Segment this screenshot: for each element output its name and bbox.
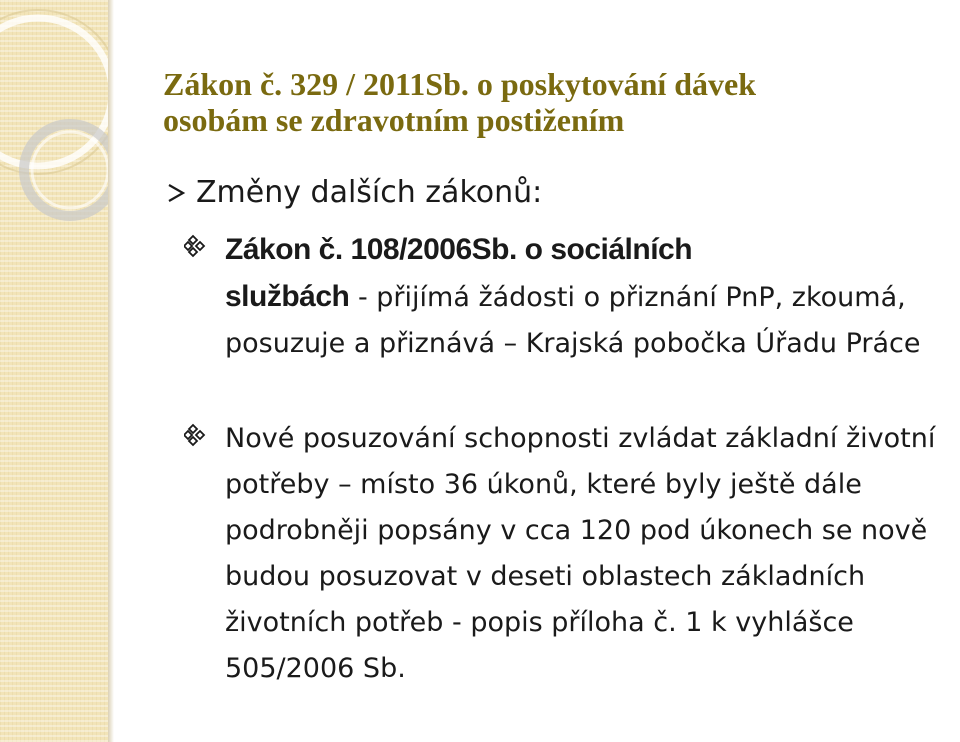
diamond-bullet-icon [184, 422, 218, 448]
sub-bullet-item [184, 227, 954, 367]
sub-bullet-item [184, 416, 954, 692]
title-line-1: Zákon č. 329 / 2011Sb. o poskytování dávek [163, 66, 757, 102]
law-reference-cont: službách [225, 280, 350, 313]
slide-title [163, 66, 943, 138]
sidebar-shadow [108, 0, 114, 742]
diamond-bullet-icon [184, 233, 218, 259]
arrow-bullet-icon [166, 183, 186, 203]
level1-bullet-item [166, 175, 542, 210]
sub-bullet-text: Nové posuzování schopnosti zvládat základní životní potřeby – místo 36 úkonů, které byly ještě dále podrobněji popsány v cca 120 pod úkonech se nově budou posuzovat v deseti oblastech základních životních potřeb - popis příloha č. 1 k vyhlášce 505/2006 Sb. [225, 423, 936, 684]
sub-bullet-text [225, 227, 954, 367]
ring-decoration-icon [0, 0, 108, 260]
sub-bullet-body: - přijímá žádosti o přiznání PnP, zkoumá, posuzuje a přiznává – Krajská pobočka Úřadu Práce [225, 282, 921, 359]
decorative-sidebar [0, 0, 108, 742]
law-reference: Zákon č. 108/2006Sb. o sociálních [225, 233, 693, 266]
level1-label: Změny dalších zákonů: [196, 175, 543, 210]
title-line-2: osobám se zdravotním postižením [163, 102, 625, 138]
